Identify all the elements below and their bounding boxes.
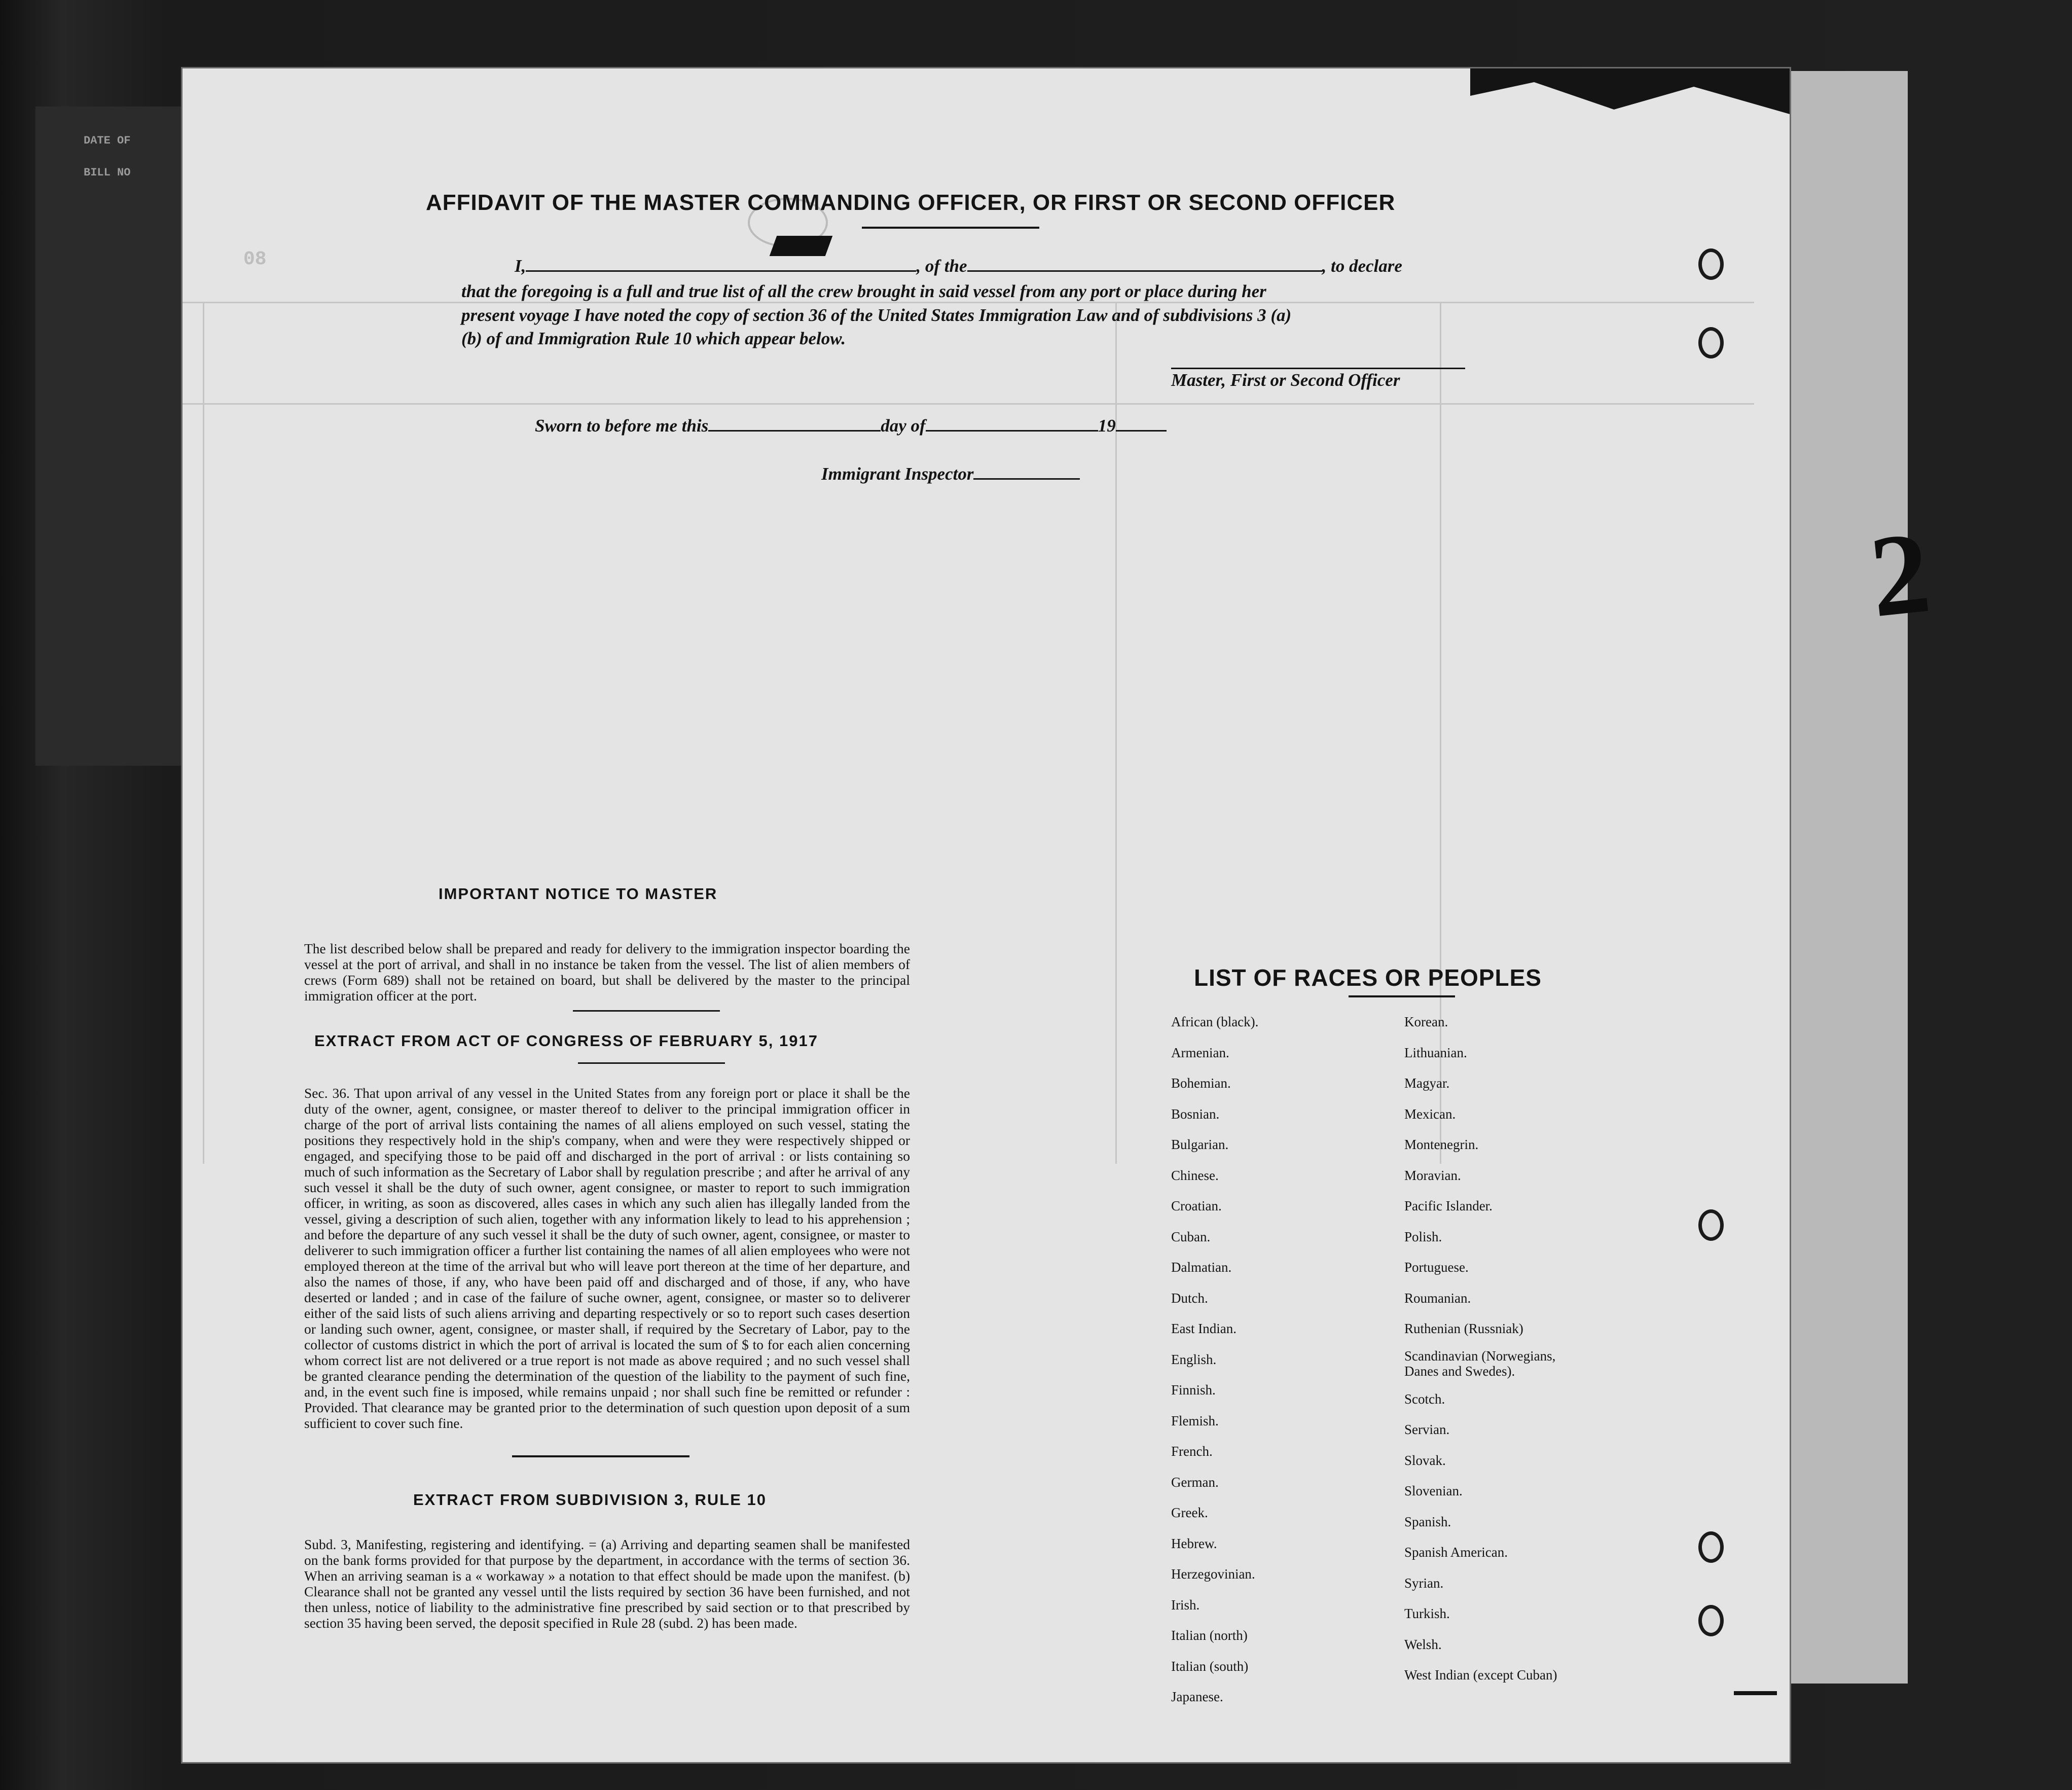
race-item: Bosnian. — [1171, 1106, 1220, 1122]
sworn-blank — [708, 430, 881, 432]
bleed-rule — [183, 403, 1754, 405]
races-right-column — [1404, 1007, 1572, 1691]
year-label: 19 — [1098, 416, 1116, 436]
handwritten-mark: 2 — [1864, 507, 1936, 642]
race-item: Pacific Islander. — [1404, 1198, 1493, 1213]
race-item: Ruthenian (Russniak) — [1404, 1321, 1523, 1336]
act-heading: EXTRACT FROM ACT OF CONGRESS OF FEBRUARY 5, 1917 — [314, 1032, 818, 1050]
race-item: German. — [1171, 1474, 1219, 1490]
race-item: Montenegrin. — [1404, 1137, 1479, 1152]
race-item: Finnish. — [1171, 1382, 1216, 1398]
race-item: Hebrew. — [1171, 1535, 1217, 1551]
inspector-line — [821, 464, 1080, 484]
races-left-column — [1171, 1007, 1258, 1712]
race-item: Polish. — [1404, 1229, 1442, 1244]
affidavit-title: AFFIDAVIT OF THE MASTER COMMANDING OFFICER, OR FIRST OR SECOND OFFICER — [426, 190, 1396, 215]
race-item: Flemish. — [1171, 1413, 1219, 1428]
punch-hole — [1698, 327, 1724, 359]
race-item: Slovak. — [1404, 1452, 1446, 1468]
race-item: Bulgarian. — [1171, 1137, 1229, 1152]
notice-heading: IMPORTANT NOTICE TO MASTER — [439, 885, 718, 903]
affidavit-declare: , to declare — [1322, 256, 1402, 276]
torn-corner — [1470, 68, 1790, 114]
inspector-label: Immigrant Inspector — [821, 464, 974, 484]
race-item: Welsh. — [1404, 1636, 1442, 1652]
edge-mark — [1734, 1691, 1777, 1695]
officer-label: Master, First or Second Officer — [1171, 370, 1400, 390]
affidavit-line-4: (b) of and Immigration Rule 10 which appear below. — [461, 329, 846, 348]
race-item: Dutch. — [1171, 1290, 1208, 1306]
race-item: English. — [1171, 1351, 1217, 1367]
race-item: Lithuanian. — [1404, 1045, 1467, 1060]
race-item: French. — [1171, 1444, 1213, 1459]
sworn-label: Sworn to before me this — [535, 416, 709, 436]
ink-mark — [770, 236, 833, 256]
race-item: Slovenian. — [1404, 1483, 1463, 1498]
name-blank — [526, 270, 916, 272]
sworn-line — [535, 416, 1167, 436]
underlying-left-sheet — [35, 106, 198, 766]
punch-hole — [1698, 1531, 1724, 1563]
punch-hole — [1698, 248, 1724, 280]
race-item: Scandinavian (Norwegians, Danes and Swedes). — [1404, 1348, 1556, 1379]
month-blank — [926, 430, 1098, 432]
race-item: Italian (south) — [1171, 1658, 1249, 1674]
race-item: Servian. — [1404, 1422, 1450, 1437]
race-item: Magyar. — [1404, 1076, 1450, 1091]
signature-line — [1171, 368, 1465, 369]
race-item: Croatian. — [1171, 1198, 1222, 1213]
affidavit-i: I, — [515, 256, 526, 276]
affidavit-line-2: that the foregoing is a full and true list of all the crew brought in said vessel from any port or place during her — [461, 281, 1266, 301]
bleed-rule — [183, 302, 1754, 303]
race-item: Korean. — [1404, 1014, 1448, 1029]
race-item: Mexican. — [1404, 1106, 1456, 1122]
form-number: 08 — [243, 248, 267, 270]
notice-text: The list described below shall be prepared and ready for delivery to the immigration inspector boarding the vessel at the port of arrival, and shall in no instance be taken from the vessel. The list of alien members of crews (Form 689) shall not be retained on board, but shall be delivered by the master to the principal immigration officer at the port. — [304, 941, 910, 1004]
punch-hole — [1698, 1209, 1724, 1241]
race-item: Spanish American. — [1404, 1545, 1508, 1560]
race-item: Irish. — [1171, 1597, 1200, 1613]
race-item: Dalmatian. — [1171, 1260, 1232, 1275]
title-underline — [862, 227, 1039, 229]
affidavit-line-3: present voyage I have noted the copy of section 36 of the United States Immigration Law and of subdivisions 3 (a) — [461, 305, 1292, 325]
ghost-text-date: DATE OF — [84, 134, 131, 147]
race-item: Moravian. — [1404, 1167, 1461, 1183]
day-of-label: day of — [881, 416, 926, 436]
document-page — [183, 68, 1790, 1762]
race-item: African (black). — [1171, 1014, 1259, 1029]
race-item: Scotch. — [1404, 1391, 1445, 1407]
year-blank — [1116, 430, 1167, 432]
race-item: Greek. — [1171, 1505, 1208, 1520]
race-item: Chinese. — [1171, 1167, 1219, 1183]
race-item: Turkish. — [1404, 1606, 1450, 1621]
races-underline — [1349, 995, 1455, 997]
rule-heading: EXTRACT FROM SUBDIVISION 3, RULE 10 — [413, 1491, 767, 1509]
race-item: Bohemian. — [1171, 1076, 1231, 1091]
race-item: Japanese. — [1171, 1689, 1223, 1704]
bleed-rule — [203, 302, 204, 1164]
affidavit-line-1 — [515, 256, 1402, 276]
ghost-text-bill: BILL NO — [84, 166, 131, 179]
race-item: West Indian (except Cuban) — [1404, 1667, 1557, 1682]
race-item: Cuban. — [1171, 1229, 1211, 1244]
act-underline — [578, 1062, 725, 1064]
races-heading: LIST OF RACES OR PEOPLES — [1194, 964, 1542, 991]
race-item: Armenian. — [1171, 1045, 1229, 1060]
vessel-blank — [967, 270, 1322, 272]
inspector-blank — [973, 478, 1080, 480]
race-item: Spanish. — [1404, 1514, 1451, 1529]
race-item: East Indian. — [1171, 1321, 1237, 1336]
race-item: Portuguese. — [1404, 1260, 1469, 1275]
rule-text: Subd. 3, Manifesting, registering and identifying. = (a) Arriving and departing seamen shall be manifested on the bank forms provided for that purpose by the department, in accordance with the terms of section 36. When an arriving seaman is a « workaway » a notation to that effect should be made upon the manifest. (b) Clearance shall not be granted any vessel until the lists required by section 36 have been furnished, and not then unless, notice of liability to the administrative fine prescribed by said section or to that prescribed by section 35 having been served, the deposit specified in Rule 28 (subd. 2) has been made. — [304, 1536, 910, 1631]
race-item: Italian (north) — [1171, 1628, 1248, 1643]
race-item: Roumanian. — [1404, 1290, 1471, 1306]
rule-divider — [512, 1455, 689, 1457]
race-item: Syrian. — [1404, 1575, 1444, 1591]
act-text: Sec. 36. That upon arrival of any vessel in the United States from any foreign port or place it shall be the duty of the owner, agent, consignee, or master thereof to deliver to the principal immigration officer in charge of the port of arrival lists containing the names of all aliens employed on such vessel, stating the positions they respectively hold in the ship's company, when and were they were respectively shipped or engaged, and specifying those to be paid off and discharged in the port of arrival : or lists containing so much of such information as the Secretary of Labor shall by regulation prescribe ; and after he arrival of any such vessel it shall be the duty of such owner, agent consignee, or master to report to such immigration officer, in writing, as soon as discovered, alles cases in which any such alien has illegally landed from the vessel, giving a description of such alien, together with any information likely to lead to his apprehension ; and before the departure of any such vessel it shall be the duty of such owner, agent, consignee, or master to deliverer to such immigration officer a further list containing the names of all alien employees who were not employed thereon at the time of the arrival but who will leave port thereon at the time of her departure, and also the names of those, if any, who have been paid off and discharged and of those, if any, who have deserted or landed ; and in case of the failure of suche owner, agent, consignee, or master so to deliverer either of the said lists of such aliens arriving and departing respectively or so to report such cases desertion or landing such owner, agent, consignee, or master shall, if required by the Secretary of Labor, pay to the collector of customs district in which the port of arrival is located the sum of $ to for each alien concerning whom correct list are not delivered or a true report is not made as above required ; and no such vessel shall be granted clearance pending the determination of the question of the liability to the payment of such fine, and, in the event such fine is imposed, while remains unpaid ; nor shall such fine be remitted or refunder : Provided. That clearance may be granted prior to the determination of such question upon deposit of a sum sufficient to cover such fine. — [304, 1085, 910, 1431]
race-item: Herzegovinian. — [1171, 1566, 1255, 1582]
punch-hole — [1698, 1605, 1724, 1636]
affidavit-of-the: , of the — [916, 256, 967, 276]
notice-divider — [573, 1010, 720, 1012]
